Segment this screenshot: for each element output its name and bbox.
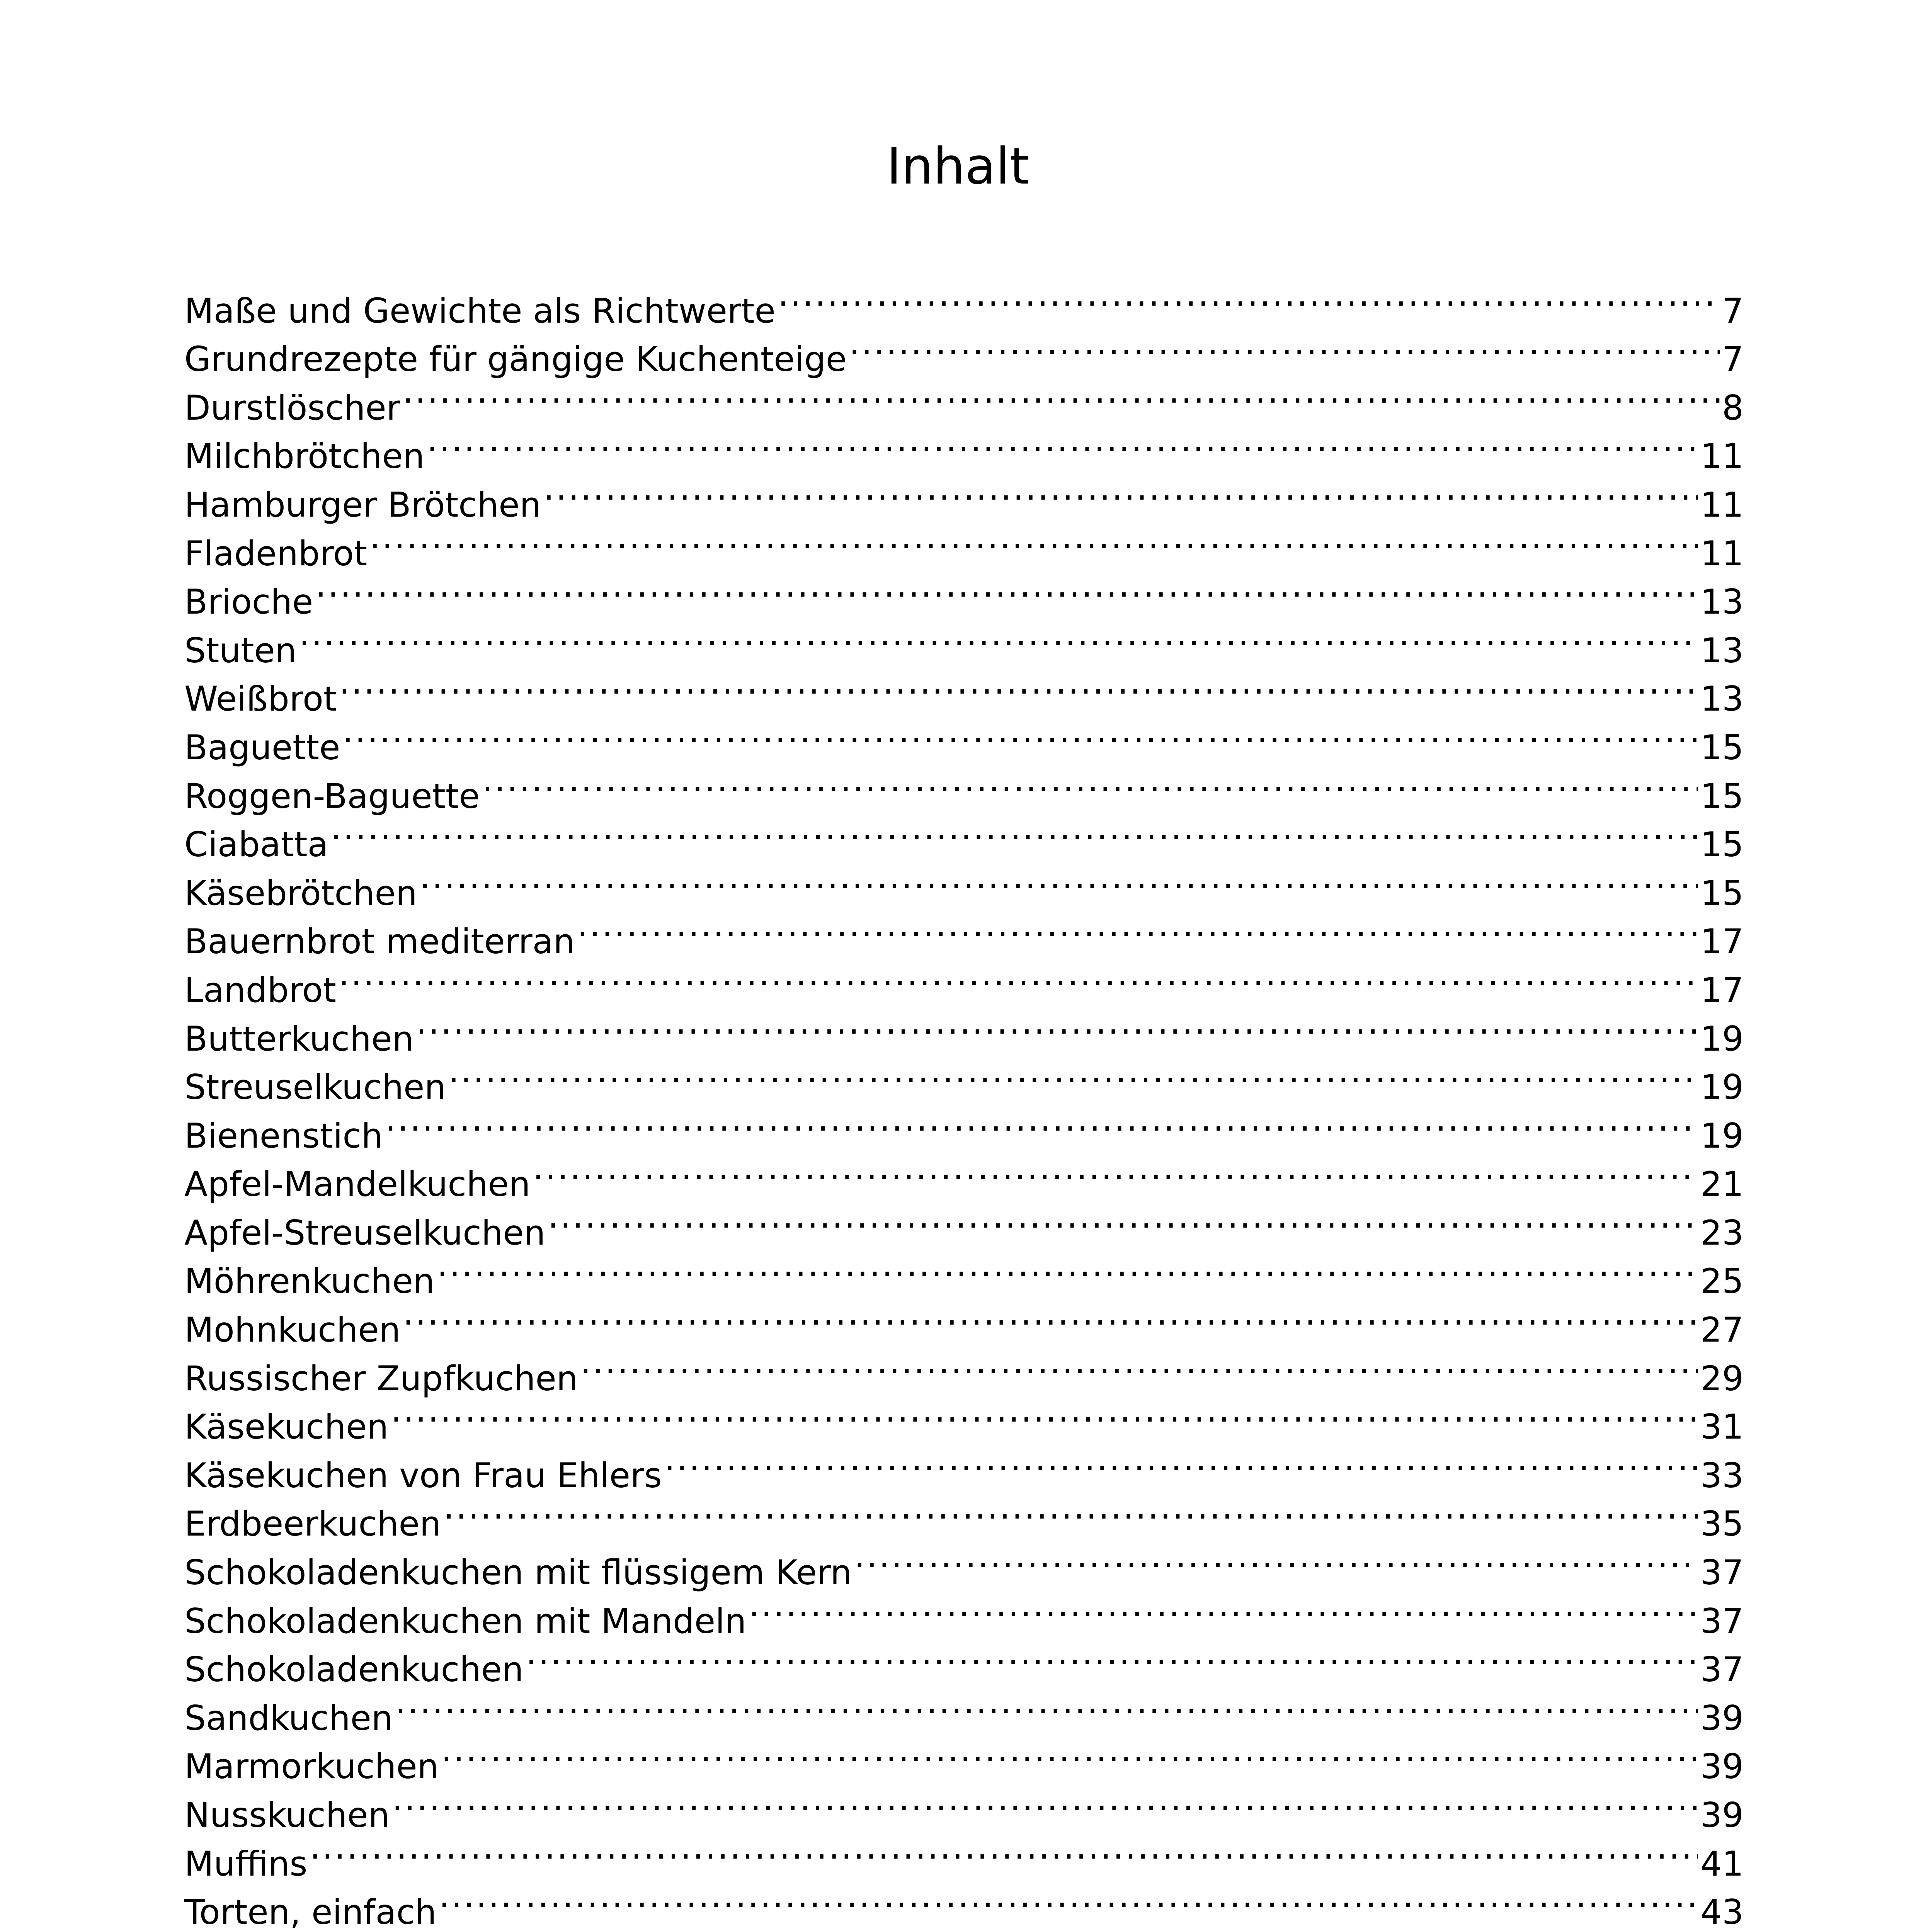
toc-dot-leader — [543, 468, 1698, 517]
toc-entry-label: Käsekuchen von Frau Ehlers — [184, 1455, 662, 1495]
toc-entry-page-number: 23 — [1700, 1213, 1744, 1253]
toc-entry-label: Mohnkuchen — [184, 1310, 401, 1350]
toc-entry-page-number: 29 — [1700, 1358, 1744, 1398]
toc-dot-leader — [385, 1099, 1698, 1148]
toc-dot-leader — [310, 1827, 1698, 1876]
toc-dot-leader — [548, 1196, 1698, 1245]
toc-dot-leader — [391, 1390, 1698, 1439]
toc-entry-label: Schokoladenkuchen mit flüssigem Kern — [184, 1553, 852, 1593]
toc-entry-label: Bienenstich — [184, 1116, 383, 1156]
toc-entry-page-number: 13 — [1700, 679, 1744, 719]
toc-dot-leader — [441, 1730, 1698, 1779]
toc-entry-label: Sandkuchen — [184, 1698, 393, 1738]
toc-dot-leader — [664, 1439, 1698, 1487]
toc-dot-leader — [427, 420, 1698, 468]
toc-entry-page-number: 17 — [1700, 922, 1744, 962]
toc-entry-page-number: 11 — [1700, 485, 1744, 525]
toc-entry-page-number: 37 — [1700, 1553, 1744, 1593]
toc-dot-leader — [577, 905, 1698, 954]
toc-dot-leader — [439, 1876, 1698, 1924]
toc-entry-page-number: 15 — [1700, 776, 1744, 816]
toc-entry-page-number: 13 — [1700, 630, 1744, 670]
toc-entry-label: Apfel-Mandelkuchen — [184, 1164, 531, 1204]
toc-entry-label: Weißbrot — [184, 679, 337, 719]
toc-dot-leader — [403, 371, 1720, 420]
toc-dot-leader — [778, 274, 1720, 323]
toc-dot-leader — [339, 662, 1698, 711]
toc-entry-label: Grundrezepte für gängige Kuchenteige — [184, 339, 847, 379]
toc-entry-page-number: 11 — [1700, 533, 1744, 573]
toc-entry-page-number: 39 — [1700, 1747, 1744, 1787]
toc-dot-leader — [749, 1584, 1698, 1633]
toc-dot-leader — [437, 1245, 1698, 1293]
toc-dot-leader — [526, 1633, 1698, 1682]
toc-dot-leader — [416, 1002, 1698, 1051]
toc-entry[interactable] — [184, 274, 1744, 331]
toc-entry[interactable] — [184, 905, 1744, 962]
toc-entry-label: Stuten — [184, 630, 297, 670]
toc-dot-leader — [395, 1681, 1698, 1730]
toc-entry-label: Fladenbrot — [184, 533, 368, 573]
toc-entry-label: Erdbeerkuchen — [184, 1504, 441, 1544]
toc-entry-page-number: 25 — [1700, 1261, 1744, 1301]
toc-entry[interactable] — [184, 1876, 1744, 1932]
toc-dot-leader — [575, 1924, 1698, 1932]
toc-entry[interactable] — [184, 1730, 1744, 1787]
toc-entry-label: Baguette — [184, 727, 340, 767]
toc-entry[interactable] — [184, 1051, 1744, 1107]
toc-entry-label: Butterkuchen — [184, 1019, 414, 1059]
toc-entry-page-number: 7 — [1722, 339, 1744, 379]
toc-entry-page-number: 35 — [1700, 1504, 1744, 1544]
toc-dot-leader — [342, 711, 1698, 759]
toc-entry[interactable] — [184, 1099, 1744, 1156]
toc-entry-label: Schokoladenkuchen — [184, 1650, 524, 1690]
toc-entry-page-number: 7 — [1722, 291, 1744, 331]
toc-dot-leader — [369, 517, 1698, 565]
toc-entry-page-number: 11 — [1700, 436, 1744, 476]
toc-entry-page-number: 37 — [1700, 1601, 1744, 1641]
toc-entry[interactable] — [184, 1342, 1744, 1398]
toc-entry-label: Streuselkuchen — [184, 1067, 446, 1107]
toc-dot-leader — [403, 1293, 1698, 1342]
toc-entry-page-number: 39 — [1700, 1698, 1744, 1738]
toc-entry[interactable] — [184, 517, 1744, 573]
toc-dot-leader — [482, 759, 1698, 808]
toc-entry[interactable] — [184, 1439, 1744, 1495]
toc-dot-leader — [339, 953, 1698, 1002]
toc-entry-label: Schokoladenkuchen mit Mandeln — [184, 1601, 747, 1641]
toc-entry-page-number: 19 — [1700, 1116, 1744, 1156]
toc-entry-page-number: 33 — [1700, 1455, 1744, 1495]
toc-entry[interactable] — [184, 565, 1744, 622]
toc-entry-page-number: 21 — [1700, 1164, 1744, 1204]
toc-entry-label: Landbrot — [184, 970, 337, 1010]
toc-entry-label: Milchbrötchen — [184, 436, 425, 476]
toc-entry-page-number: 15 — [1700, 873, 1744, 913]
toc-dot-leader — [849, 323, 1720, 371]
toc-entry[interactable] — [184, 1681, 1744, 1738]
toc-entry-label: Nusskuchen — [184, 1795, 390, 1835]
toc-entry-label: Brioche — [184, 582, 313, 622]
toc-entry[interactable] — [184, 856, 1744, 913]
toc-entry-page-number: 37 — [1700, 1650, 1744, 1690]
toc-entry-label: Bauernbrot mediterran — [184, 922, 575, 962]
toc-entry[interactable] — [184, 1293, 1744, 1350]
toc-entry-label: Ciabatta — [184, 825, 328, 865]
toc-entry[interactable] — [184, 1148, 1744, 1204]
toc-dot-leader — [444, 1487, 1698, 1536]
toc-entry[interactable] — [184, 808, 1744, 865]
toc-entry-label: Hamburger Brötchen — [184, 485, 541, 525]
toc-entry-label: Durstlöscher — [184, 388, 400, 428]
toc-entry-page-number: 15 — [1700, 727, 1744, 767]
toc-entry-page-number: 43 — [1700, 1892, 1744, 1932]
toc-dot-leader — [533, 1148, 1698, 1196]
toc-dot-leader — [392, 1778, 1698, 1827]
toc-entry[interactable] — [184, 1002, 1744, 1059]
toc-entry-page-number: 15 — [1700, 825, 1744, 865]
toc-entry[interactable] — [184, 1390, 1744, 1447]
toc-entry-label: Muffins — [184, 1844, 308, 1884]
toc-entry[interactable] — [184, 759, 1744, 816]
toc-entry-label: Apfel-Streuselkuchen — [184, 1213, 546, 1253]
toc-entry[interactable] — [184, 420, 1744, 476]
toc-entry[interactable] — [184, 662, 1744, 719]
toc-entry-page-number: 13 — [1700, 582, 1744, 622]
toc-entry-label: Marmorkuchen — [184, 1747, 439, 1787]
toc-dot-leader — [420, 856, 1698, 905]
toc-entry[interactable] — [184, 953, 1744, 1010]
toc-dot-leader — [315, 565, 1698, 614]
toc-entry-label: Käsekuchen — [184, 1407, 389, 1447]
toc-entry[interactable] — [184, 371, 1744, 428]
toc-entry-label: Roggen-Baguette — [184, 776, 480, 816]
page-title: Inhalt — [887, 137, 1029, 196]
table-of-contents — [184, 274, 1744, 1932]
toc-entry[interactable] — [184, 711, 1744, 767]
toc-entry-page-number: 8 — [1722, 388, 1744, 428]
toc-dot-leader — [448, 1051, 1698, 1099]
toc-entry-page-number: 17 — [1700, 970, 1744, 1010]
toc-entry-label: Torten, einfach — [184, 1892, 437, 1932]
toc-entry-page-number: 19 — [1700, 1067, 1744, 1107]
toc-entry-page-number: 19 — [1700, 1019, 1744, 1059]
toc-entry-page-number: 27 — [1700, 1310, 1744, 1350]
toc-entry-label: Käsebrötchen — [184, 873, 417, 913]
toc-entry-page-number: 31 — [1700, 1407, 1744, 1447]
toc-dot-leader — [299, 614, 1698, 662]
toc-dot-leader — [331, 808, 1698, 857]
toc-entry-page-number: 39 — [1700, 1795, 1744, 1835]
toc-entry[interactable] — [184, 1827, 1744, 1884]
toc-entry[interactable] — [184, 614, 1744, 670]
toc-dot-leader — [580, 1342, 1698, 1390]
toc-entry[interactable] — [184, 1778, 1744, 1835]
toc-dot-leader — [854, 1536, 1698, 1584]
toc-entry-page-number: 41 — [1700, 1844, 1744, 1884]
toc-entry-label: Russischer Zupfkuchen — [184, 1358, 578, 1398]
toc-entry-label: Maße und Gewichte als Richtwerte — [184, 291, 776, 331]
toc-entry-label: Möhrenkuchen — [184, 1261, 435, 1301]
